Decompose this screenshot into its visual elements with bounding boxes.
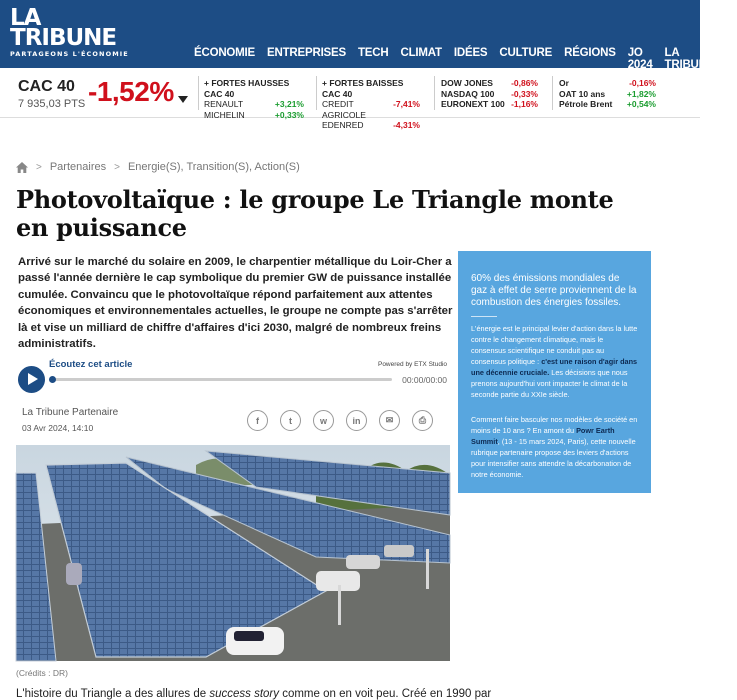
article-lead: Arrivé sur le marché du solaire en 2009, le charpentier métallique du Loir-Cher a passé l'année dernière le cap symbolique du premier GW de puissance installée cumulée. Convaincu que le photovoltaïque répond parfaitement aux attentes économiques et environnementales actuelles, le groupe ne compte pas s'arrêter là et vise un milliard de chiffre d'affaires d'ici 2030, malgré de nombreux freins administratifs. bbox=[18, 256, 453, 351]
index-block[interactable] bbox=[18, 78, 85, 110]
promo-divider bbox=[471, 316, 497, 317]
market-row: EURONEXT 100 -1,16% bbox=[441, 99, 538, 109]
nav-economie[interactable]: ÉCONOMIE bbox=[194, 47, 256, 59]
nav-tech[interactable]: TECH bbox=[357, 47, 389, 59]
audio-label: Écoutez cet article bbox=[49, 359, 133, 370]
home-icon[interactable] bbox=[16, 162, 28, 173]
article-body: L'histoire du Triangle a des allures de success story comme on en voit peu. Créé en 1990 par bbox=[16, 688, 492, 700]
market-row: Pétrole Brent +0,54% bbox=[559, 99, 656, 109]
promo-headline: 60% des émissions mondiales de gaz à effet de serre proviennent de la combustion des énergies fossiles. bbox=[471, 273, 637, 308]
market-row: DOW JONES -0,86% bbox=[441, 78, 538, 88]
share-bar bbox=[247, 410, 433, 431]
index-name: CAC 40 bbox=[18, 78, 75, 95]
chevron-right-icon: > bbox=[36, 161, 42, 173]
article-title: Photovoltaïque : le groupe Le Triangle monte en puissance bbox=[16, 185, 614, 242]
divider bbox=[552, 76, 553, 110]
facebook-icon[interactable]: f bbox=[247, 410, 268, 431]
logo-line1: LA bbox=[10, 5, 41, 31]
top-losers-title: + FORTES BAISSES CAC 40 bbox=[322, 78, 404, 99]
email-icon[interactable]: ✉ bbox=[379, 410, 400, 431]
audio-powered-by: Powered by ETX Studio bbox=[377, 361, 447, 368]
chevron-right-icon: > bbox=[114, 161, 120, 173]
audio-progress-knob[interactable] bbox=[49, 376, 56, 383]
nav-culture[interactable]: CULTURE bbox=[499, 47, 553, 59]
audio-time: 00:00/00:00 bbox=[402, 375, 447, 385]
article-author[interactable]: La Tribune Partenaire bbox=[22, 407, 119, 418]
market-row: MICHELIN +0,33% bbox=[204, 109, 304, 120]
breadcrumb bbox=[16, 161, 300, 173]
promo-text: L'énergie est le principal levier d'action dans la lutte contre le changement climatique, mais le consensus scientifique ne conduit pas au consensus politique : c'est une raison d'agir dans une décennie cruciale. Les décisions que nous prenons aujourd'hui vont impacter le climat de la seconde partie du XXIe siècle. bbox=[471, 324, 638, 399]
market-row: CREDIT AGRICOLE -7,41% bbox=[322, 99, 420, 120]
whatsapp-icon[interactable]: w bbox=[313, 410, 334, 431]
index-value: 7 935,03 PTS bbox=[18, 98, 86, 110]
divider bbox=[198, 76, 199, 110]
index-change: -1,52% bbox=[88, 76, 174, 107]
nav-jo-2024[interactable]: JO 2024 bbox=[627, 47, 653, 71]
promo-text-summit: Comment faire basculer nos modèles de société en moins de 10 ans ? En amont du Powr Earth Summit, (13 - 15 mars 2024, Paris), cette nouvelle rubrique partenaire propose des leviers d'actions pour intensifier sans attendre la décarbonation de notre économie. bbox=[471, 415, 638, 479]
market-bar bbox=[0, 68, 700, 130]
article-photo bbox=[16, 445, 450, 661]
market-row: EDENRED -4,31% bbox=[322, 120, 420, 130]
twitter-icon[interactable]: t bbox=[280, 410, 301, 431]
top-gainers[interactable] bbox=[204, 78, 304, 120]
article-date: 03 Avr 2024, 14:10 bbox=[22, 423, 94, 433]
nav-entreprises[interactable]: ENTREPRISES bbox=[267, 47, 346, 59]
indices-list[interactable] bbox=[441, 78, 538, 110]
nav-idees[interactable]: IDÉES bbox=[453, 47, 488, 59]
market-row: RENAULT +3,21% bbox=[204, 99, 304, 109]
commodities-list[interactable] bbox=[559, 78, 656, 110]
breadcrumb-category[interactable]: Energie(S), Transition(S), Action(S) bbox=[127, 161, 300, 173]
audio-progress-track[interactable] bbox=[52, 378, 392, 381]
site-logo[interactable] bbox=[10, 5, 129, 58]
nav-climat[interactable]: CLIMAT bbox=[400, 47, 442, 59]
divider bbox=[434, 76, 435, 110]
logo-tagline: PARTAGEONS L'ÉCONOMIE bbox=[10, 50, 129, 58]
audio-player bbox=[18, 359, 452, 399]
logo-line2: TRIBUNE bbox=[10, 25, 117, 51]
nav-la-tribune-dimanche[interactable]: LA TRIBUNE DIMANCHE bbox=[664, 47, 725, 83]
play-button[interactable] bbox=[18, 366, 45, 393]
photo-caption: (Crédits : DR) bbox=[16, 668, 68, 678]
partner-promo-box bbox=[458, 251, 651, 493]
top-losers[interactable] bbox=[322, 78, 420, 131]
breadcrumb-partenaires[interactable]: Partenaires bbox=[49, 161, 107, 173]
nav-regions[interactable]: RÉGIONS bbox=[564, 47, 616, 59]
market-row: NASDAQ 100 -0,33% bbox=[441, 88, 538, 99]
linkedin-icon[interactable]: in bbox=[346, 410, 367, 431]
print-icon[interactable]: ⎙ bbox=[412, 410, 433, 431]
down-arrow-icon bbox=[178, 96, 188, 103]
divider bbox=[316, 76, 317, 110]
market-row: Or -0,16% bbox=[559, 78, 656, 88]
top-gainers-title: + FORTES HAUSSES CAC 40 bbox=[204, 78, 290, 99]
market-row: OAT 10 ans +1,82% bbox=[559, 88, 656, 99]
solar-carport-image bbox=[16, 445, 450, 661]
